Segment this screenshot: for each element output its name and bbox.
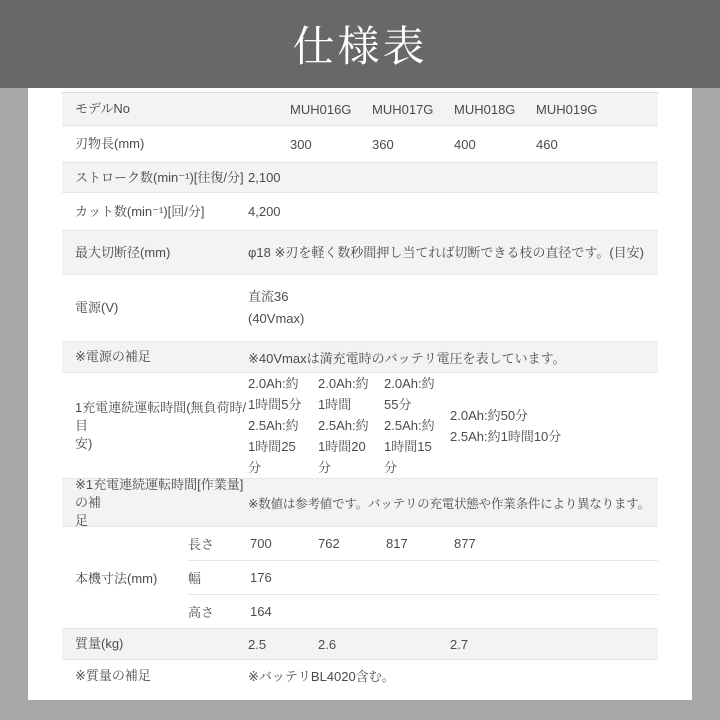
spec-value: 300: [290, 136, 312, 152]
spec-value: 360: [372, 136, 394, 152]
spec-row-weight: [62, 628, 658, 659]
row-label: ※電源の補足: [75, 349, 151, 364]
spec-row-cuts: [62, 192, 658, 230]
spec-row-dimensions: [62, 526, 658, 628]
row-label: 質量(kg): [75, 636, 124, 651]
row-label: 電源(V): [75, 300, 119, 315]
dim-value: 877: [454, 536, 476, 551]
weight-value: 2.6: [318, 636, 337, 652]
weight-value: 2.7: [450, 636, 469, 652]
row-label: ※質量の補足: [75, 667, 151, 683]
runtime-value: 2.0Ah:約 1時間5分 2.5Ah:約 1時間25 分: [248, 376, 302, 475]
spec-row-max-cut-dia: [62, 230, 658, 274]
dim-value: 817: [386, 536, 408, 551]
spec-row-runtime: [62, 372, 658, 478]
spec-row-model: [62, 93, 658, 125]
spec-row-runtime-note: [62, 478, 658, 526]
row-label: 本機寸法(mm): [75, 571, 158, 586]
spec-row-strokes: [62, 162, 658, 192]
dim-name: 幅: [188, 571, 202, 586]
row-label: ストローク数(min⁻¹)[往復/分]: [75, 169, 244, 185]
header-band: [0, 0, 720, 88]
dim-row-length: [188, 527, 658, 560]
dim-row-width: [188, 560, 658, 594]
spec-value: 4,200: [248, 204, 281, 219]
row-label: 刃物長(mm): [75, 136, 145, 151]
model-value: MUH016G: [290, 101, 352, 117]
spec-value: 400: [454, 136, 476, 152]
dim-name: 長さ: [188, 537, 215, 552]
dim-value: 762: [318, 536, 340, 551]
spec-value: 2,100: [248, 170, 281, 185]
row-label: 1充電連続運転時間(無負荷時/目 安): [75, 399, 247, 451]
runtime-value: 2.0Ah:約 1時間 2.5Ah:約 1時間20 分: [318, 376, 369, 475]
dim-value: 176: [250, 570, 272, 585]
row-label: ※1充電連続運転時間[作業量]の補 足: [75, 476, 244, 528]
row-label: 最大切断径(mm): [75, 244, 171, 260]
spec-value: 直流36 (40Vmax): [248, 289, 305, 326]
model-value: MUH017G: [372, 101, 434, 117]
spec-row-weight-note: [62, 659, 658, 691]
model-value: MUH019G: [536, 101, 598, 117]
runtime-value: 2.0Ah:約50分 2.5Ah:約1時間10分: [450, 407, 562, 444]
spec-row-power-note: [62, 341, 658, 372]
model-value: MUH018G: [454, 101, 516, 117]
dimensions-body: [188, 527, 658, 628]
page-title: 仕様表: [292, 23, 428, 70]
content-card: [28, 88, 692, 700]
row-label: カット数(min⁻¹)[回/分]: [75, 203, 205, 219]
runtime-value: 2.0Ah:約 55分 2.5Ah:約 1時間15 分: [384, 376, 435, 475]
spec-row-blade-length: [62, 125, 658, 162]
weight-value: 2.5: [248, 636, 267, 652]
spec-row-power: [62, 274, 658, 341]
dim-name: 高さ: [188, 605, 215, 620]
row-label: モデルNo: [75, 101, 130, 116]
spec-value: ※40Vmaxは満充電時のバッテリ電圧を表しています。: [248, 350, 566, 366]
dim-row-height: [188, 594, 658, 628]
spec-table: [62, 92, 658, 691]
dim-value: 700: [250, 536, 272, 551]
spec-value: ※バッテリBL4020含む。: [248, 669, 395, 684]
spec-value: ※数値は参考値です。バッテリの充電状態や作業条件により異なります。: [248, 496, 650, 511]
spec-value: 460: [536, 136, 558, 152]
spec-value: φ18 ※刃を軽く数秒間押し当てれば切断できる枝の直径です。(目安): [248, 244, 645, 260]
dim-value: 164: [250, 604, 272, 619]
